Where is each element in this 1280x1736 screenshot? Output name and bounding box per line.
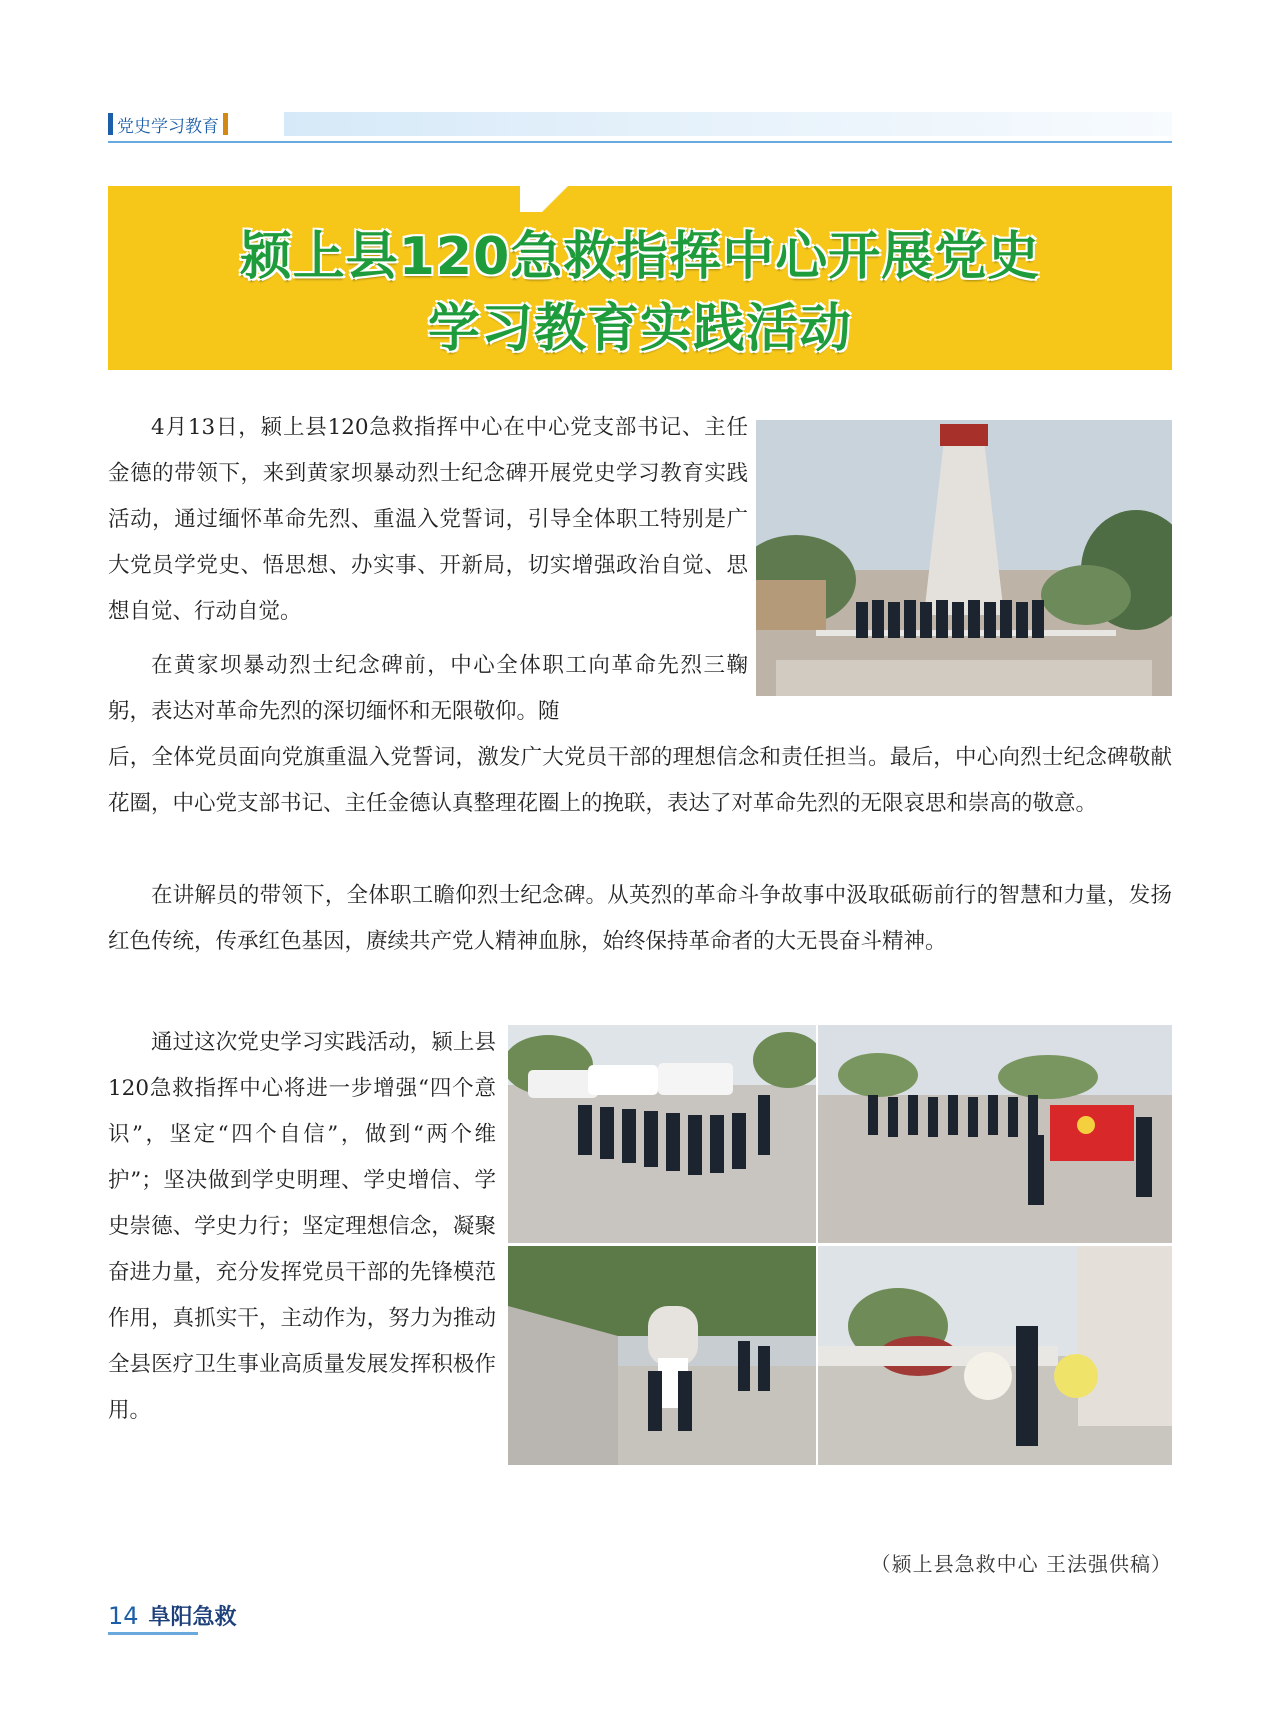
wreath-offering-photo [508,1246,816,1465]
paragraph-2-continued: 后，全体党员面向党旗重温入党誓词，激发广大党员干部的理想信念和责任担当。最后，中心向烈士纪念碑敬献花圈，中心党支部书记、主任金德认真整理花圈上的挽联，表达了对革命先烈的无限哀思和崇高的敬意。 [108,745,1172,816]
header-gradient-bar [284,112,1172,136]
article-credit: （颍上县急救中心 王法强供稿） [870,1552,1172,1576]
monument-group-photo [756,420,1172,696]
paragraph-1: 4月13日，颍上县120急救指挥中心在中心党支部书记、主任金德的带领下，来到黄家坝暴动烈士纪念碑开展党史学习教育实践活动，通过缅怀革命先烈、重温入党誓词，引导全体职工特别是广大党员学党史、悟思想、办实事、开新局，切实增强政治自觉、思想自觉、行动自觉。 [108,415,748,624]
section-tag [108,110,228,138]
page-footer [108,1600,237,1631]
header-divider [108,141,1172,143]
article-title-line2: 学习教育实践活动 [427,299,852,359]
oath-with-flag-photo [818,1025,1172,1243]
paragraph-3: 在讲解员的带领下，全体职工瞻仰烈士纪念碑。从英烈的革命斗争故事中汲取砥砺前行的智慧和力量，发扬红色传统，传承红色基因，赓续共产党人精神血脉，始终保持革命者的大无畏奋斗精神。 [108,883,1172,954]
footer-divider [108,1632,198,1635]
bowing-staff-photo [508,1025,816,1243]
article-title-line1: 颍上县120急救指挥中心开展党史 [239,227,1041,287]
ribbon-adjusting-photo [818,1246,1172,1465]
banner-notch [520,186,592,212]
paragraph-2-start: 在黄家坝暴动烈士纪念碑前，中心全体职工向革命先烈三鞠躬，表达对革命先烈的深切缅怀和无限敬仰。随 [108,653,748,724]
magazine-name: 阜阳急救 [148,1604,237,1630]
bracket-right-icon [223,113,228,135]
bracket-left-icon [108,113,113,135]
paragraph-4: 通过这次党史学习实践活动，颍上县120急救指挥中心将进一步增强“四个意识”，坚定“四个自信”，做到“两个维护”；坚决做到学史明理、学史增信、学史崇德、学史力行；坚定理想信念，凝聚奋进力量，充分发挥党员干部的先锋模范作用，真抓实干，主动作为，努力为推动全县医疗卫生事业高质量发展发挥积极作用。 [108,1030,496,1423]
section-label: 党史学习教育 [117,116,219,137]
page-number: 14 [108,1602,139,1630]
